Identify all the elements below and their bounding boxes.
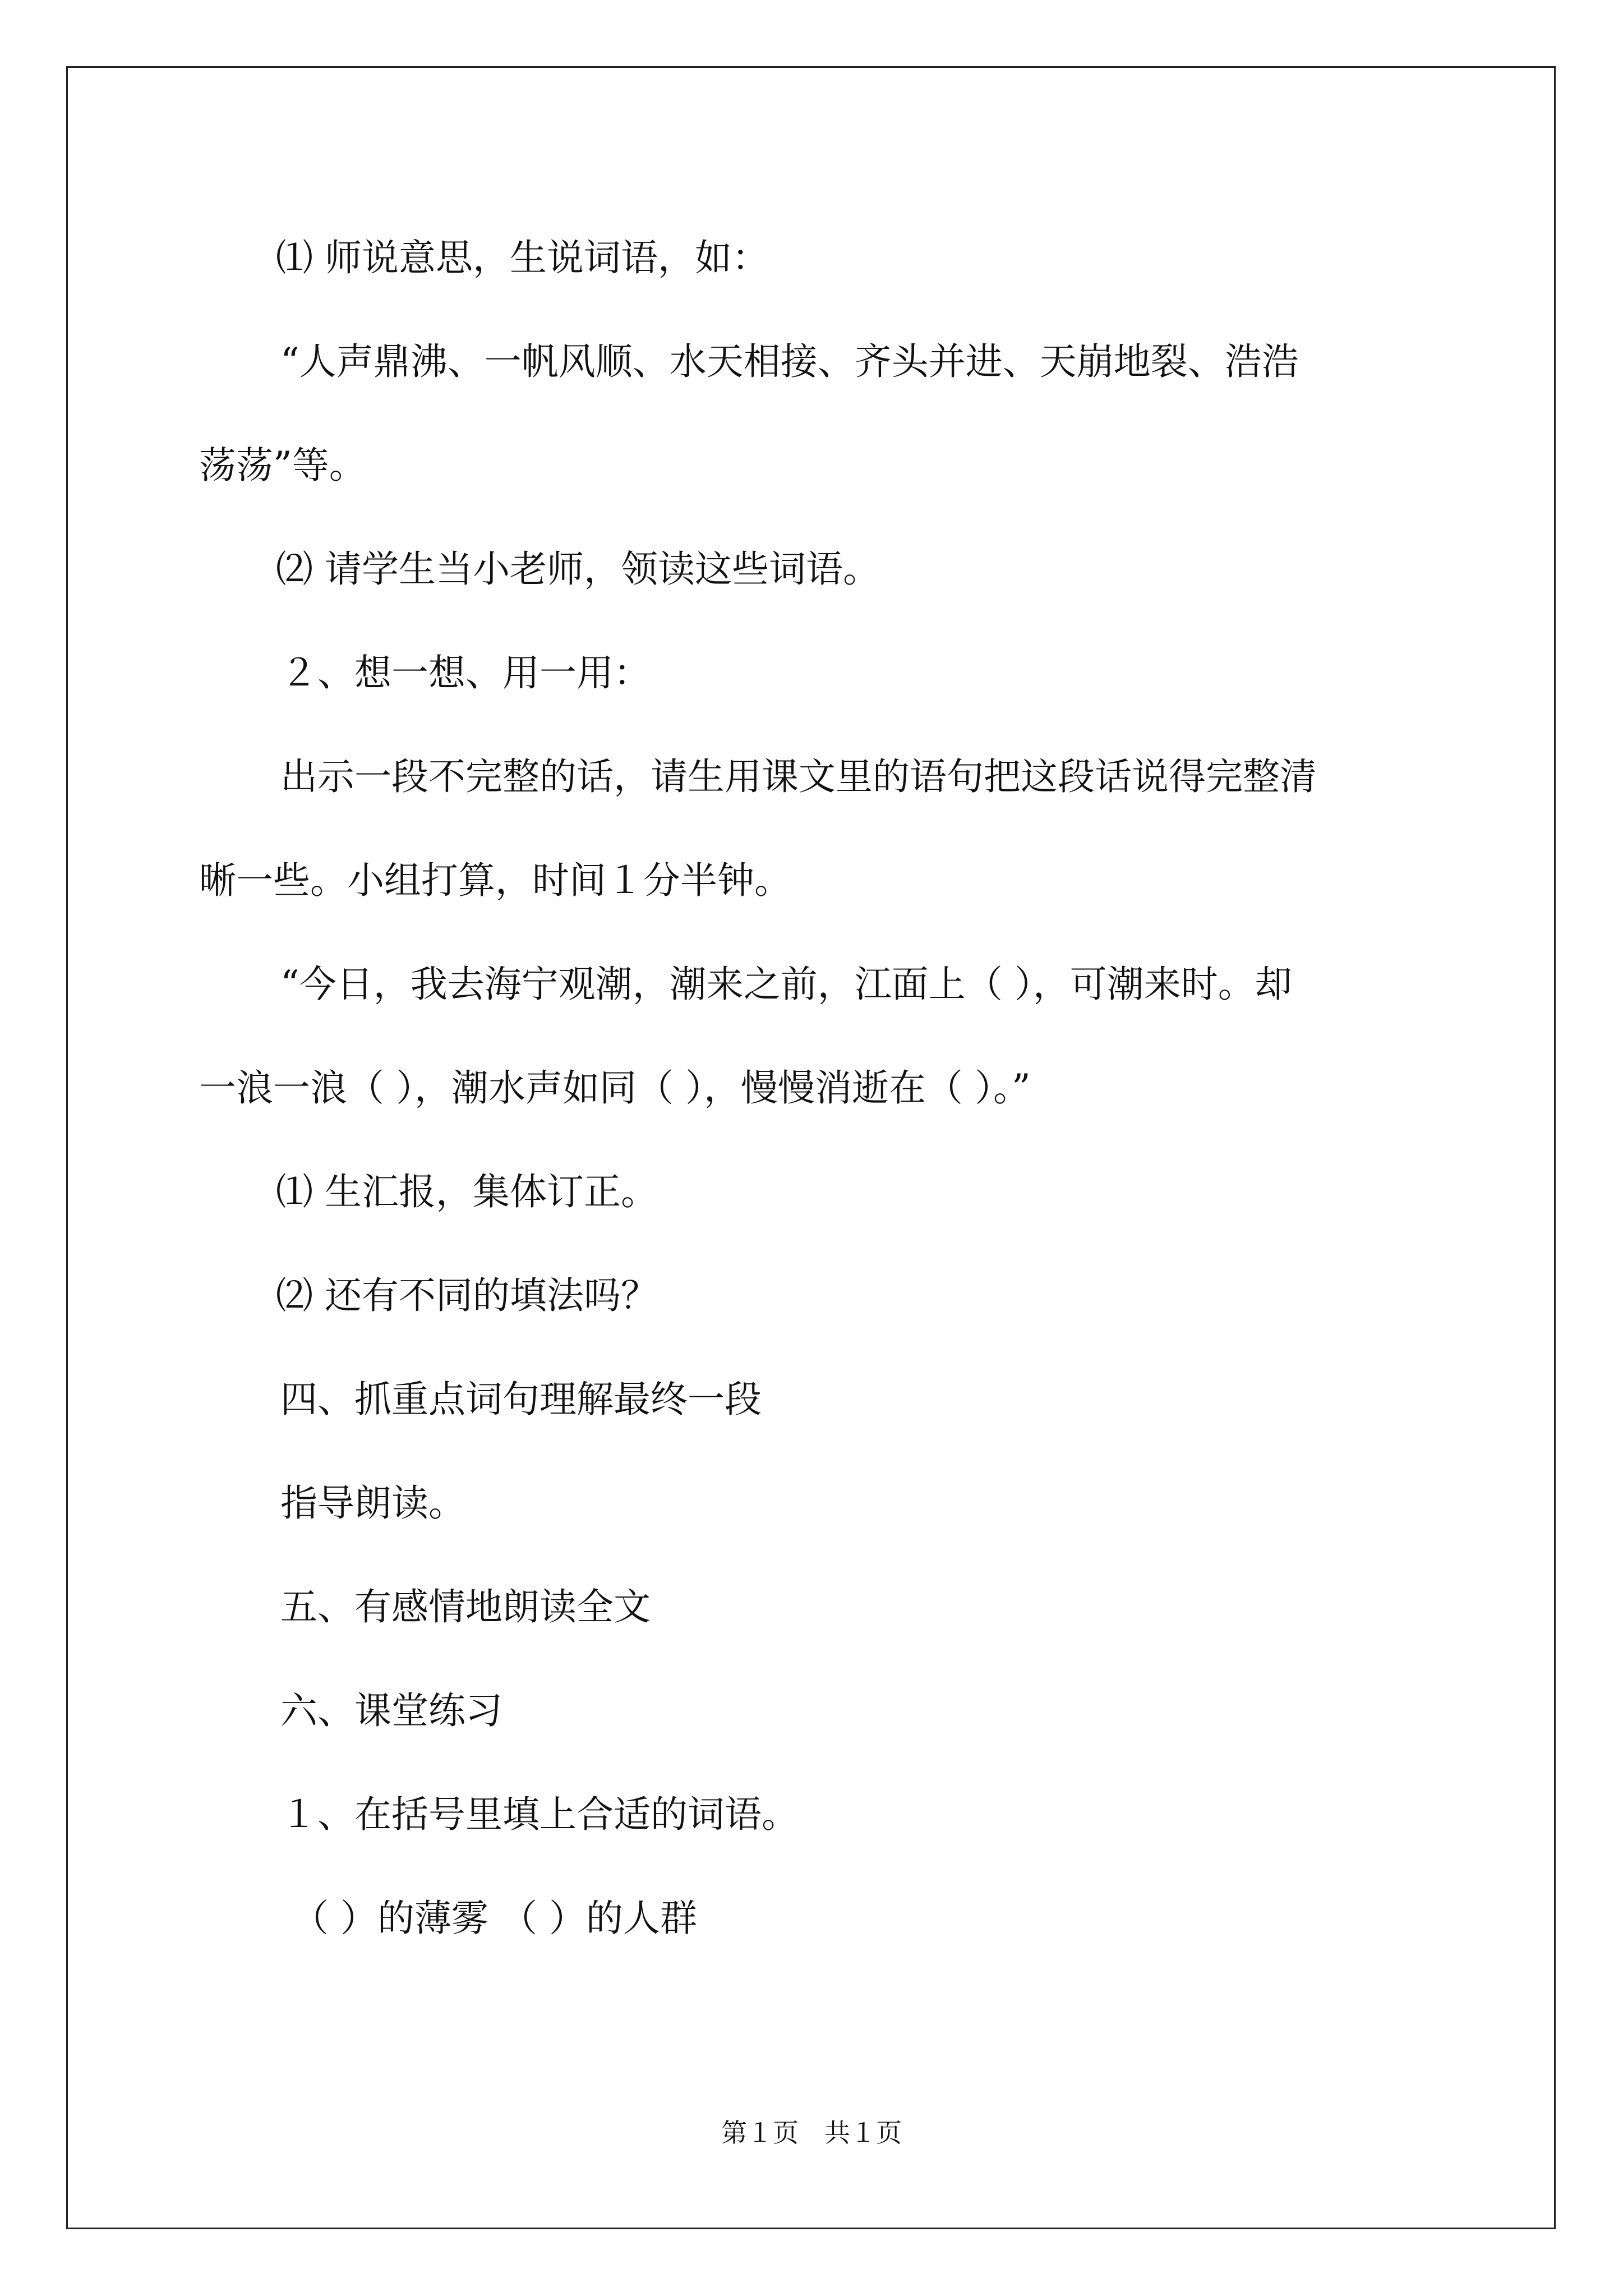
text-line: （ ）的薄雾 （ ）的人群 — [292, 1897, 697, 1940]
text-line: ⑵ 还有不同的填法吗？ — [276, 1274, 658, 1317]
text-line: ２、想一想、用一用： — [280, 651, 651, 694]
text-line: 晰一些。小组打算，时间１分半钟。 — [199, 859, 791, 902]
text-line: “人声鼎沸、一帆风顺、水天相接、齐头并进、天崩地裂、浩浩 — [280, 340, 1299, 383]
text-line: 荡荡”等。 — [199, 444, 366, 487]
text-line: “今日，我去海宁观潮，潮来之前，江面上（ ），可潮来时。却 — [280, 963, 1292, 1006]
text-line: 指导朗读。 — [280, 1481, 465, 1525]
text-line: １、在括号里填上合适的词语。 — [280, 1793, 799, 1836]
section-heading: 四、抓重点词句理解最终一段 — [280, 1378, 762, 1421]
page-border — [66, 66, 1556, 2229]
text-line: ⑴ 生汇报，集体订正。 — [276, 1170, 658, 1213]
text-line: ⑵ 请学生当小老师，领读这些词语。 — [276, 547, 880, 591]
page-footer — [0, 2118, 1623, 2149]
text-line: 出示一段不完整的话，请生用课文里的语句把这段话说得完整清 — [280, 755, 1317, 798]
section-heading: 五、有感情地朗读全文 — [280, 1585, 651, 1628]
text-line: 一浪一浪（ ），潮水声如同（ ），慢慢消逝在（ ）。” — [199, 1066, 1031, 1110]
page-number: 第１页 共１页 — [721, 2119, 902, 2147]
text-line: ⑴ 师说意思，生说词语，如： — [276, 236, 769, 279]
section-heading: 六、课堂练习 — [280, 1689, 502, 1732]
